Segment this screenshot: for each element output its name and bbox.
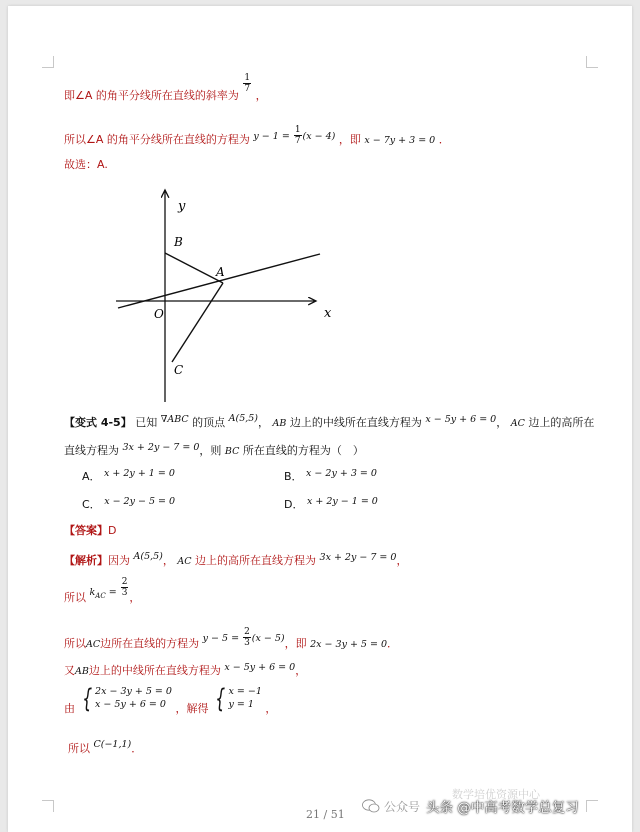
problem-statement-line-1: 【变式 4-5】 已知 ∇ABC 的顶点 A(5,5)， AB 边上的中线所在直线方程为 x − 5y + 6 = 0， AC 边上的高所在 — [64, 413, 595, 429]
fraction: $\frac{1}{7}$ — [294, 125, 301, 146]
crop-mark — [42, 56, 54, 68]
coordinate-figure — [108, 184, 338, 406]
fraction: $\frac{2}{3}$ — [121, 577, 128, 598]
segment-ac — [172, 283, 223, 362]
crop-mark — [586, 800, 598, 812]
text-line-choice: 故选：A. — [64, 158, 108, 171]
analysis-line-1: 【解析】因为 A(5,5)， AC 边上的高所在直线方程为 3x + 2y − 7 = 0， — [64, 551, 408, 567]
answer-line: 【答案】D — [64, 524, 117, 537]
crop-mark — [586, 56, 598, 68]
analysis-ac-equation-line: 所以AC边所在直线的方程为 y − 5 = $\frac{2}{3}$ (x − 5)，即 2x − 3y + 5 = 0． — [64, 627, 399, 650]
analysis-median-line: 又AB边上的中线所在直线方程为 x − 5y + 6 = 0， — [64, 662, 307, 677]
problem-statement-line-2: 直线方程为 3x + 2y − 7 = 0，则 BC 所在直线的方程为（ ） — [64, 442, 364, 457]
fraction: $\frac{2}{3}$ — [244, 627, 250, 648]
segment-ba — [165, 253, 223, 283]
problem-tag: 【变式 4-5】 — [64, 416, 132, 429]
solution-system: { x = −1 y = 1 — [215, 684, 262, 714]
document-page — [8, 6, 632, 832]
point-c-label: C — [174, 363, 184, 377]
point-b-label: B — [174, 235, 183, 249]
page-number: 21 / 51 — [306, 808, 345, 821]
analysis-system-line: 由 { 2x − 3y + 5 = 0 x − 5y + 6 = 0 ，解得 { x = −1 y = 1 ， — [64, 684, 277, 715]
x-axis-label: x — [324, 306, 332, 321]
option-a[interactable]: A． x + 2y + 1 = 0 — [82, 468, 175, 483]
y-axis-label: y — [178, 199, 186, 214]
watermark: 公众号 数学培优资源中心 头条 @中高考数学总复习 — [362, 796, 579, 816]
option-d[interactable]: D． x + 2y − 1 = 0 — [284, 496, 378, 511]
text-line-bisector-equation: 所以∠A 的角平分线所在直线的方程为 y − 1 = $\frac{1}{7}$ (x − 4) ，即 x − 7y + 3 = 0 ． — [64, 125, 450, 146]
equation-system: { 2x − 3y + 5 = 0 x − 5y + 6 = 0 — [81, 684, 172, 714]
crop-mark — [42, 800, 54, 812]
option-c[interactable]: C． x − 2y − 5 = 0 — [82, 496, 176, 511]
analysis-slope-line: 所以 $k_{AC}$ = $\frac{2}{3}$ ， — [64, 577, 141, 604]
option-b[interactable]: B． x − 2y + 3 = 0 — [284, 468, 377, 483]
text-line-slope: 即∠A 的角平分线所在直线的斜率为 $\frac{1}{7}$ ， — [64, 73, 267, 102]
analysis-conclusion-line: 所以 C(−1,1)． — [68, 739, 143, 755]
point-a-label: A — [216, 265, 225, 279]
origin-label: O — [154, 307, 164, 321]
fraction: $\frac{1}{7}$ — [244, 73, 251, 94]
wechat-icon — [362, 799, 380, 813]
